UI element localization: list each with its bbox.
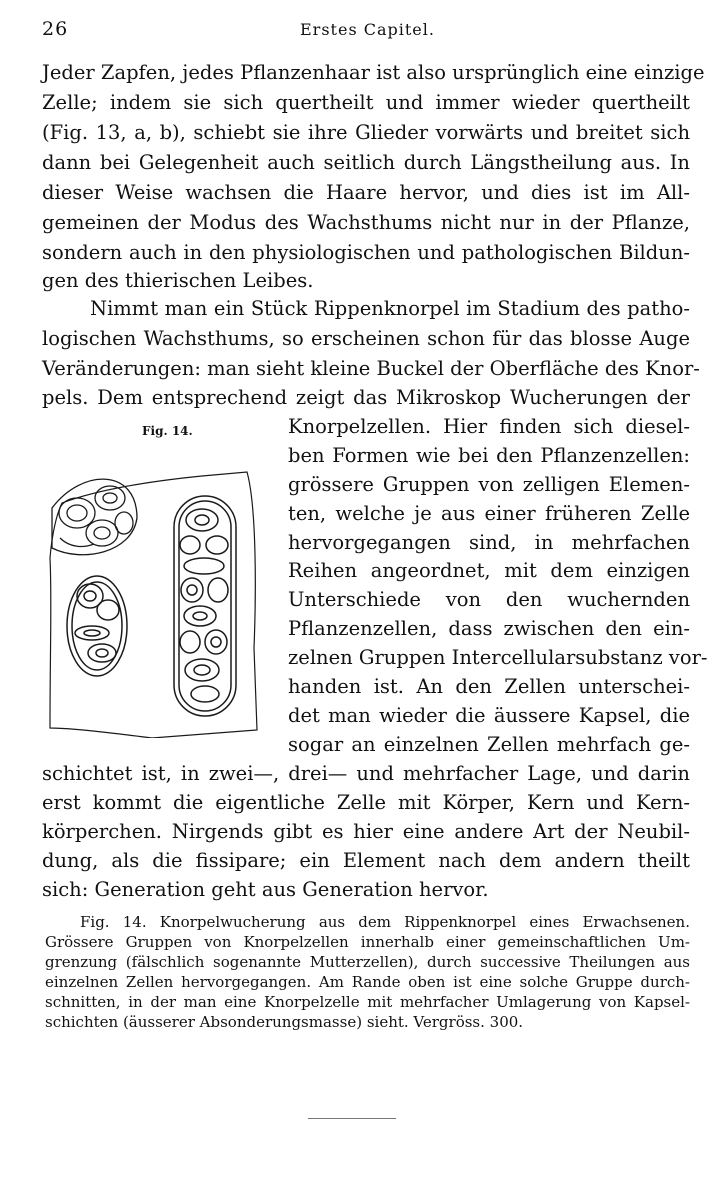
figure-14 xyxy=(42,420,280,740)
footnote-line: schnitten, in der man eine Knorpelzelle mit mehrfacher Umlagerung von Kapsel- xyxy=(45,993,690,1011)
text-line: Zelle; indem sie sich quertheilt und immer wieder quertheilt xyxy=(42,91,690,114)
text-line: körperchen. Nirgends gibt es hier eine andere Art der Neubil- xyxy=(42,820,690,843)
text-line: sogar an einzelnen Zellen mehrfach ge- xyxy=(288,733,690,756)
text-line: Unterschiede von den wuchernden xyxy=(288,588,690,611)
text-line: dieser Weise wachsen die Haare hervor, und dies ist im All- xyxy=(42,181,690,204)
text-line: gemeinen der Modus des Wachsthums nicht nur in der Pflanze, xyxy=(42,211,690,234)
text-line: gen des thierischen Leibes. xyxy=(42,269,314,292)
cartilage-illustration xyxy=(42,448,280,738)
text-line: Knorpelzellen. Hier finden sich diesel- xyxy=(288,415,690,438)
footnote-line: grenzung (fälschlich sogenannte Mutterzellen), durch successive Theilungen aus xyxy=(45,953,690,971)
text-line: sich: Generation geht aus Generation hervor. xyxy=(42,878,489,901)
cell-cluster-left xyxy=(67,576,127,676)
text-line: sondern auch in den physiologischen und pathologischen Bildun- xyxy=(42,241,690,264)
text-line: ten, welche je aus einer früheren Zelle xyxy=(288,502,690,525)
text-line: dann bei Gelegenheit auch seitlich durch Längstheilung aus. In xyxy=(42,151,690,174)
text-line: grössere Gruppen von zelligen Elemen- xyxy=(288,473,690,496)
text-line: erst kommt die eigentliche Zelle mit Körper, Kern und Kern- xyxy=(42,791,690,814)
text-line: det man wieder die äussere Kapsel, die xyxy=(288,704,690,727)
text-line: logischen Wachsthums, so erscheinen schon für das blosse Auge xyxy=(42,327,690,350)
text-line: zelnen Gruppen Intercellularsubstanz vor- xyxy=(288,646,708,669)
text-line: schichtet ist, in zwei—, drei— und mehrfacher Lage, und darin xyxy=(42,762,690,785)
end-rule xyxy=(308,1118,396,1119)
text-line: handen ist. An den Zellen unterschei- xyxy=(288,675,690,698)
cell-cluster-right xyxy=(174,496,236,716)
text-line: Jeder Zapfen, jedes Pflanzenhaar ist also ursprünglich eine einzige xyxy=(42,61,705,84)
page-number: 26 xyxy=(42,18,69,40)
footnote-line: Fig. 14. Knorpelwucherung aus dem Rippenknorpel eines Erwachsenen. xyxy=(80,913,690,931)
text-line: ben Formen wie bei den Pflanzenzellen: xyxy=(288,444,690,467)
running-head: Erstes Capitel. xyxy=(300,20,435,39)
footnote-line: Grössere Gruppen von Knorpelzellen innerhalb einer gemeinschaftlichen Um- xyxy=(45,933,690,951)
text-line: dung, als die fissipare; ein Element nach dem andern theilt xyxy=(42,849,690,872)
footnote-line: schichten (äusserer Absonderungsmasse) sieht. Vergröss. 300. xyxy=(45,1013,524,1031)
text-line: Veränderungen: man sieht kleine Buckel der Oberfläche des Knor- xyxy=(42,357,700,380)
text-line: Reihen angeordnet, mit dem einzigen xyxy=(288,559,690,582)
text-line: hervorgegangen sind, in mehrfachen xyxy=(288,531,690,554)
figure-label: Fig. 14. xyxy=(142,424,193,438)
footnote-line: einzelnen Zellen hervorgegangen. Am Rande oben ist eine solche Gruppe durch- xyxy=(45,973,690,991)
text-line: (Fig. 13, a, b), schiebt sie ihre Glieder vorwärts und breitet sich xyxy=(42,121,690,144)
text-line: Pflanzenzellen, dass zwischen den ein- xyxy=(288,617,690,640)
text-line: Nimmt man ein Stück Rippenknorpel im Stadium des patho- xyxy=(90,297,690,320)
cell-cluster-top xyxy=(52,479,137,555)
text-line: pels. Dem entsprechend zeigt das Mikroskop Wucherungen der xyxy=(42,386,690,409)
